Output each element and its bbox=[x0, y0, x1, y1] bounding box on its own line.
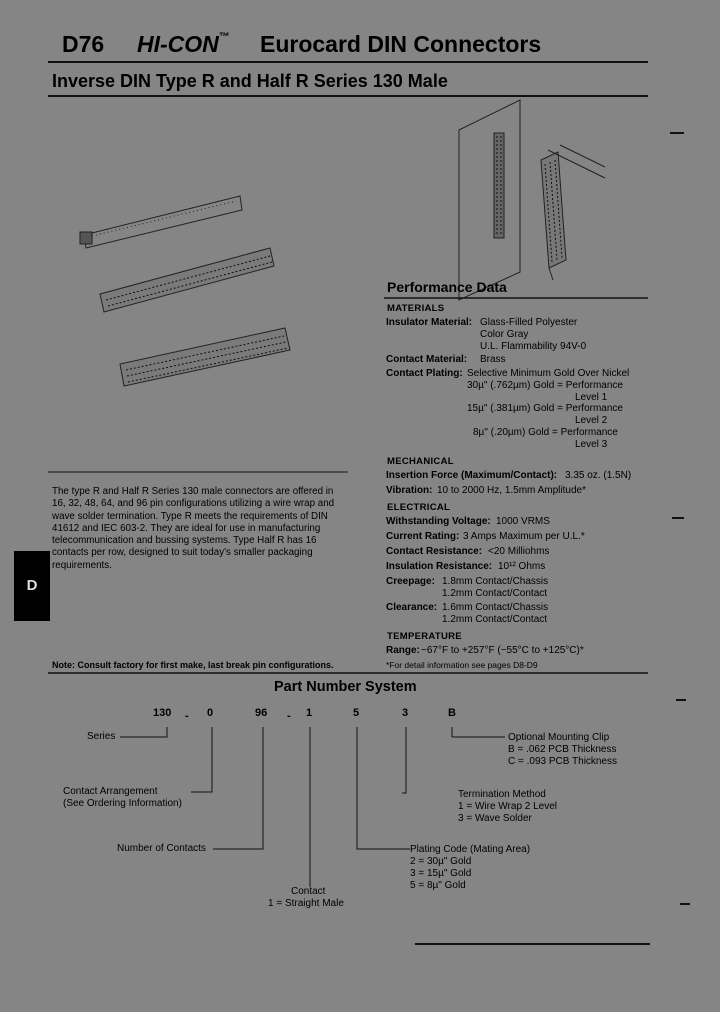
vibration-value: 10 to 2000 Hz, 1.5mm Amplitude* bbox=[437, 485, 586, 496]
clearance-label: Clearance: bbox=[386, 602, 438, 613]
contact-resistance-label: Contact Resistance: bbox=[386, 546, 483, 557]
dash-2: - bbox=[287, 710, 291, 722]
plating-level-3-desc: 8µ" (.20µm) Gold = Performance bbox=[473, 427, 618, 438]
creepage-value-2: 1.2mm Contact/Contact bbox=[442, 588, 548, 599]
contact-material-label: Contact Material: bbox=[386, 354, 468, 365]
insulator-material-label: Insulator Material: bbox=[386, 317, 473, 328]
temperature-heading: TEMPERATURE bbox=[387, 631, 462, 642]
termination-option-1: 1 = Wire Wrap 2 Level bbox=[458, 801, 558, 812]
insulation-resistance-label: Insulation Resistance: bbox=[386, 561, 493, 572]
code-contacts: 96 bbox=[255, 707, 268, 719]
connector-illustration-3 bbox=[120, 328, 290, 386]
connector-illustration-2 bbox=[100, 248, 274, 312]
mounting-clip-option-c: C = .093 PCB Thickness bbox=[508, 756, 618, 767]
termination-option-3: 3 = Wave Solder bbox=[458, 813, 532, 824]
section-tab-d: D bbox=[14, 551, 50, 621]
trademark-symbol: ™ bbox=[218, 31, 230, 43]
mounting-clip-label: Optional Mounting Clip bbox=[508, 732, 610, 743]
code-termination: 3 bbox=[402, 707, 409, 719]
plating-option-2: 2 = 30µ" Gold bbox=[410, 856, 472, 867]
current-rating-label: Current Rating: bbox=[386, 531, 460, 542]
materials-heading: MATERIALS bbox=[387, 303, 445, 314]
contact-plating-label: Contact Plating: bbox=[386, 368, 463, 379]
mounting-clip-option-b: B = .062 PCB Thickness bbox=[508, 744, 617, 755]
temperature-range-label: Range: bbox=[386, 645, 420, 656]
contact-option-1: 1 = Straight Male bbox=[268, 898, 344, 909]
page-title: Eurocard DIN Connectors bbox=[260, 31, 542, 57]
contact-label: Contact bbox=[291, 886, 326, 897]
withstanding-voltage-label: Withstanding Voltage: bbox=[386, 516, 491, 527]
catalog-page-code: D76 bbox=[62, 31, 105, 57]
vibration-label: Vibration: bbox=[386, 485, 433, 496]
insulation-resistance-value: 10¹² Ohms bbox=[498, 561, 546, 572]
series-label: Series bbox=[87, 731, 116, 742]
current-rating-value: 3 Amps Maximum per U.L.* bbox=[463, 531, 585, 542]
code-plating: 5 bbox=[353, 707, 360, 719]
arrangement-label: Contact Arrangement bbox=[63, 786, 158, 797]
temperature-footnote: *For detail information see pages D8-D9 bbox=[386, 660, 538, 670]
insertion-force-label: Insertion Force (Maximum/Contact): bbox=[386, 470, 558, 481]
creepage-value-1: 1.8mm Contact/Chassis bbox=[442, 576, 549, 587]
plating-option-5: 5 = 8µ" Gold bbox=[410, 880, 466, 891]
code-contact: 1 bbox=[306, 707, 313, 719]
plating-level-1-desc: 30µ" (.762µm) Gold = Performance bbox=[467, 380, 623, 391]
contacts-label: Number of Contacts bbox=[117, 843, 206, 854]
insulator-material-line-1: Glass-Filled Polyester bbox=[480, 317, 578, 328]
withstanding-voltage-value: 1000 VRMS bbox=[496, 516, 550, 527]
code-arrangement: 0 bbox=[207, 707, 214, 719]
plating-option-3: 3 = 15µ" Gold bbox=[410, 868, 472, 879]
product-description: The type R and Half R Series 130 male connectors are offered in 16, 32, 48, 64, and 96 pin configurations utilizing a wire wrap and wave solder termination. Type R meets the requirements of DIN 41612 and IEC 603-2. They are ideal for use in manufacturing telecommunication and bussing systems. Type Half R has 16 contacts per row, designed to suit today's smaller packaging requirements. bbox=[52, 486, 335, 571]
dash-1: - bbox=[185, 710, 189, 722]
connector-illustration-1 bbox=[80, 196, 242, 248]
clearance-value-2: 1.2mm Contact/Contact bbox=[442, 614, 548, 625]
creepage-label: Creepage: bbox=[386, 576, 435, 587]
mechanical-heading: MECHANICAL bbox=[387, 456, 454, 467]
plating-level-2: Level 2 bbox=[575, 415, 608, 426]
backplane-board-illustration bbox=[459, 100, 605, 300]
plating-level-3: Level 3 bbox=[575, 439, 608, 450]
brand-name: HI-CON™ bbox=[137, 31, 230, 57]
contact-plating-line-1: Selective Minimum Gold Over Nickel bbox=[467, 368, 630, 379]
insulator-material-line-2: Color Gray bbox=[480, 329, 529, 340]
code-series: 130 bbox=[153, 707, 172, 719]
clearance-value-1: 1.6mm Contact/Chassis bbox=[442, 602, 549, 613]
plating-level-1: Level 1 bbox=[575, 392, 608, 403]
insulator-material-line-3: U.L. Flammability 94V-0 bbox=[480, 341, 587, 352]
arrangement-note: (See Ordering Information) bbox=[63, 798, 182, 809]
plating-code-label: Plating Code (Mating Area) bbox=[410, 844, 531, 855]
configuration-note: Note: Consult factory for first make, last break pin configurations. bbox=[52, 660, 334, 670]
electrical-heading: ELECTRICAL bbox=[387, 502, 451, 513]
part-number-system-title: Part Number System bbox=[274, 679, 417, 695]
contact-resistance-value: <20 Milliohms bbox=[488, 546, 550, 557]
termination-label: Termination Method bbox=[458, 789, 546, 800]
code-clip: B bbox=[448, 707, 456, 719]
temperature-range-value: −67°F to +257°F (−55°C to +125°C)* bbox=[421, 645, 584, 656]
plating-level-2-desc: 15µ" (.381µm) Gold = Performance bbox=[467, 403, 623, 414]
contact-material-value: Brass bbox=[480, 354, 506, 365]
performance-data-title: Performance Data bbox=[387, 279, 507, 295]
page-subtitle: Inverse DIN Type R and Half R Series 130 Male bbox=[52, 71, 448, 91]
insertion-force-value: 3.35 oz. (1.5N) bbox=[565, 470, 632, 481]
